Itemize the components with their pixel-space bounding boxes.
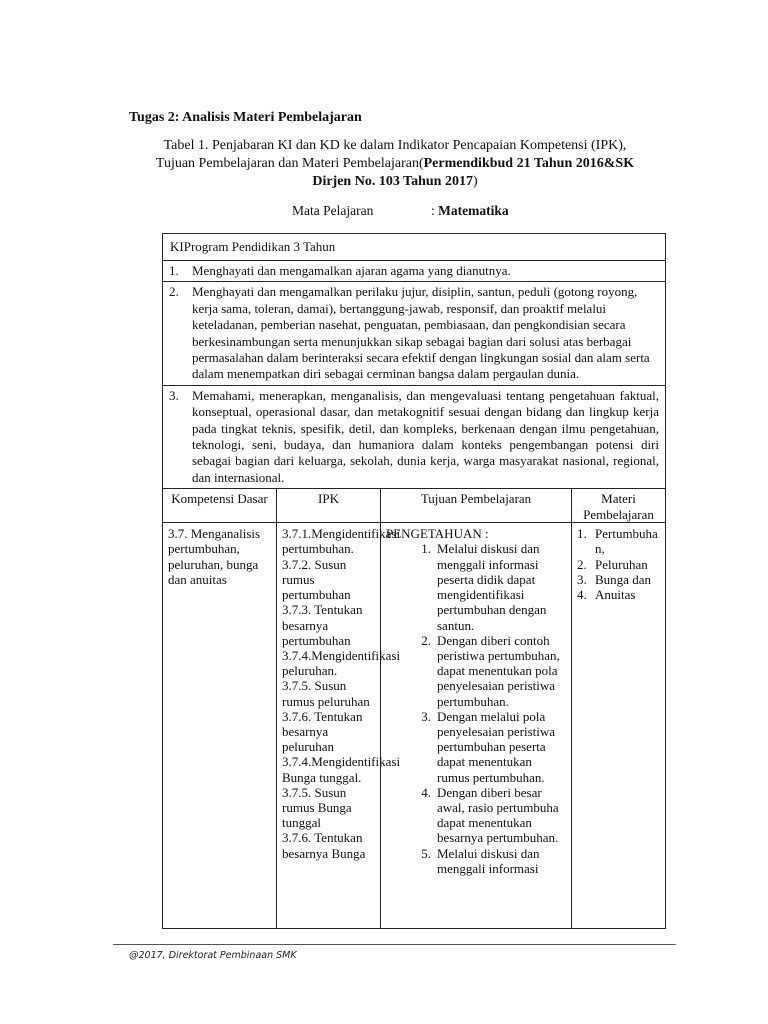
tujuan-item-num: 2. bbox=[421, 632, 431, 648]
footer-text: @2017, Direktorat Pembinaan SMK bbox=[129, 950, 297, 961]
caption-line-3 bbox=[150, 173, 640, 191]
ki-item-3 bbox=[163, 386, 665, 489]
kd-header-row bbox=[163, 489, 665, 523]
kd-body-row bbox=[163, 523, 665, 928]
tujuan-item-num: 5. bbox=[421, 845, 431, 861]
ki-item-1-text: Menghayati dan mengamalkan ajaran agama yang dianutnya. bbox=[192, 263, 511, 278]
ki-item-3-text: Memahami, menerapkan, menganalisis, dan mengevaluasi tentang pengetahuan faktual, konseptual, operasional dasar, dan metakognitif sesuai dengan bidang dan lingkup kerja pada tingkat teknis, spesifik, detil, dan kompleks, berkenaan dengan ilmu pengetahuan, teknologi, seni, budaya, dan humaniora dalam konteks pengembangan potensi diri sebagai bagian dari keluarga, sekolah, dunia kerja, warga masyarakat nasional, regional, dan internasional. bbox=[192, 387, 659, 485]
ki-item-2-text: Menghayati dan mengamalkan perilaku jujur, disiplin, santun, peduli (gotong royong, kerja sama, toleran, damai), bertanggung-jawab, responsif, dan proaktif melalui keteladanan, pemberian nasehat, penguatan, pembiasaan, dan pengkondisian secara berkesinambungan serta menunjukkan sikap sebagai bagian dari solusi atas berbagai permasalahan dalam berinteraksi secara efektif dengan lingkungan sosial dan alam serta dalam menempatkan diri sebagai cerminan bangsa dalam pergaulan dunia. bbox=[192, 284, 650, 382]
ki-title: KIProgram Pendidikan 3 Tahun bbox=[163, 234, 665, 261]
tujuan-item-text: Dengan melalui pola penyelesaian peristiwa pertumbuhan peserta dapat menentukan rumus pertumbuhan. bbox=[437, 708, 556, 785]
caption-line-3-bold: Dirjen No. 103 Tahun 2017 bbox=[312, 174, 473, 189]
footer-divider bbox=[113, 944, 676, 945]
header-tujuan: Tujuan Pembelajaran bbox=[381, 489, 572, 522]
header-kd: Kompetensi Dasar bbox=[163, 489, 277, 522]
table-caption bbox=[150, 137, 640, 191]
subject-colon: : bbox=[431, 203, 435, 218]
kd-cell: 3.7. Menganalisis pertumbuhan, peluruhan, bunga dan anuitas bbox=[163, 523, 277, 928]
tujuan-cell bbox=[381, 523, 572, 928]
caption-line-2-bold: Permendikbud 21 Tahun 2016&SK bbox=[423, 156, 635, 171]
tujuan-item-text: Dengan diberi besar awal, rasio pertumbuha dapat menentukan besarnya pertumbuhan. bbox=[437, 784, 559, 846]
ipk-item: 3.7.6. Tentukan besarnya peluruhan bbox=[282, 708, 363, 755]
page-heading: Tugas 2: Analisis Materi Pembelajaran bbox=[129, 110, 362, 125]
materi-item-text: Bunga dan bbox=[595, 571, 651, 587]
tujuan-item-num: 1. bbox=[421, 541, 431, 557]
subject-label: Mata Pelajaran bbox=[292, 203, 374, 218]
list-item bbox=[577, 587, 660, 602]
list-item bbox=[386, 541, 566, 632]
ki-item-1-num: 1. bbox=[169, 263, 179, 278]
subject-value-wrap bbox=[431, 203, 509, 219]
list-item bbox=[386, 633, 566, 709]
ipk-item: 3.7.4.Mengidentifikasi Bunga tunggal. bbox=[282, 754, 401, 785]
materi-item-text: Pertumbuhan, bbox=[595, 526, 658, 557]
ipk-item: 3.7.4.Mengidentifikasi peluruhan. bbox=[282, 647, 401, 679]
tujuan-item-text: Melalui diskusi dan menggali informasi bbox=[437, 845, 540, 876]
materi-item-text: Anuitas bbox=[595, 587, 636, 603]
tujuan-item-text: Dengan diberi contoh peristiwa pertumbuhan, dapat menentukan pola penyelesaian peristiwa pertumbuhan. bbox=[437, 632, 560, 709]
list-item bbox=[386, 846, 566, 876]
subject-value: Matematika bbox=[438, 203, 509, 218]
list-item bbox=[386, 785, 566, 846]
ipk-item: 3.7.1.Mengidentifikasi pertumbuhan. bbox=[282, 526, 401, 557]
materi-item-num: 1. bbox=[577, 526, 587, 542]
tujuan-item-num: 4. bbox=[421, 784, 431, 800]
ki-item-3-num: 3. bbox=[169, 387, 179, 403]
tujuan-label: PENGETAHUAN : bbox=[386, 526, 489, 542]
ipk-item: 3.7.5. Susun rumus Bunga tunggal bbox=[282, 784, 352, 831]
ipk-cell bbox=[277, 523, 401, 928]
materi-item-num: 4. bbox=[577, 587, 587, 603]
ki-item-2 bbox=[163, 282, 665, 385]
ipk-item: 3.7.2. Susun rumus pertumbuhan bbox=[282, 556, 351, 603]
tujuan-item-num: 3. bbox=[421, 708, 431, 724]
list-item bbox=[577, 557, 660, 572]
ipk-item: 3.7.5. Susun rumus peluruhan bbox=[282, 678, 370, 709]
ipk-item: 3.7.6. Tentukan besarnya Bunga bbox=[282, 830, 366, 861]
header-materi: Materi Pembelajaran bbox=[583, 491, 654, 523]
list-item bbox=[577, 572, 660, 587]
ki-item-1 bbox=[163, 261, 665, 282]
caption-line-2 bbox=[150, 155, 640, 173]
materi-item-num: 2. bbox=[577, 556, 587, 572]
materi-cell bbox=[572, 523, 665, 928]
ki-kd-table bbox=[162, 233, 666, 929]
list-item bbox=[386, 709, 566, 785]
materi-item-num: 3. bbox=[577, 571, 587, 587]
materi-item-text: Peluruhan bbox=[595, 556, 648, 572]
list-item bbox=[577, 526, 660, 556]
header-ipk: IPK bbox=[277, 489, 381, 522]
ipk-item: 3.7.3. Tentukan besarnya pertumbuhan bbox=[282, 602, 363, 648]
caption-line-1: Tabel 1. Penjabaran KI dan KD ke dalam Indikator Pencapaian Kompetensi (IPK), bbox=[163, 138, 627, 153]
tujuan-list bbox=[386, 541, 566, 875]
caption-line-3-plain: ) bbox=[472, 174, 478, 189]
tujuan-item-text: Melalui diskusi dan menggali informasi peserta didik dapat mengidentifikasi pertumbuhan dengan santun. bbox=[437, 541, 547, 633]
caption-line-2-plain: Tujuan Pembelajaran dan Materi Pembelajaran( bbox=[155, 156, 424, 171]
materi-list bbox=[577, 526, 660, 602]
ki-item-2-num: 2. bbox=[169, 284, 179, 300]
